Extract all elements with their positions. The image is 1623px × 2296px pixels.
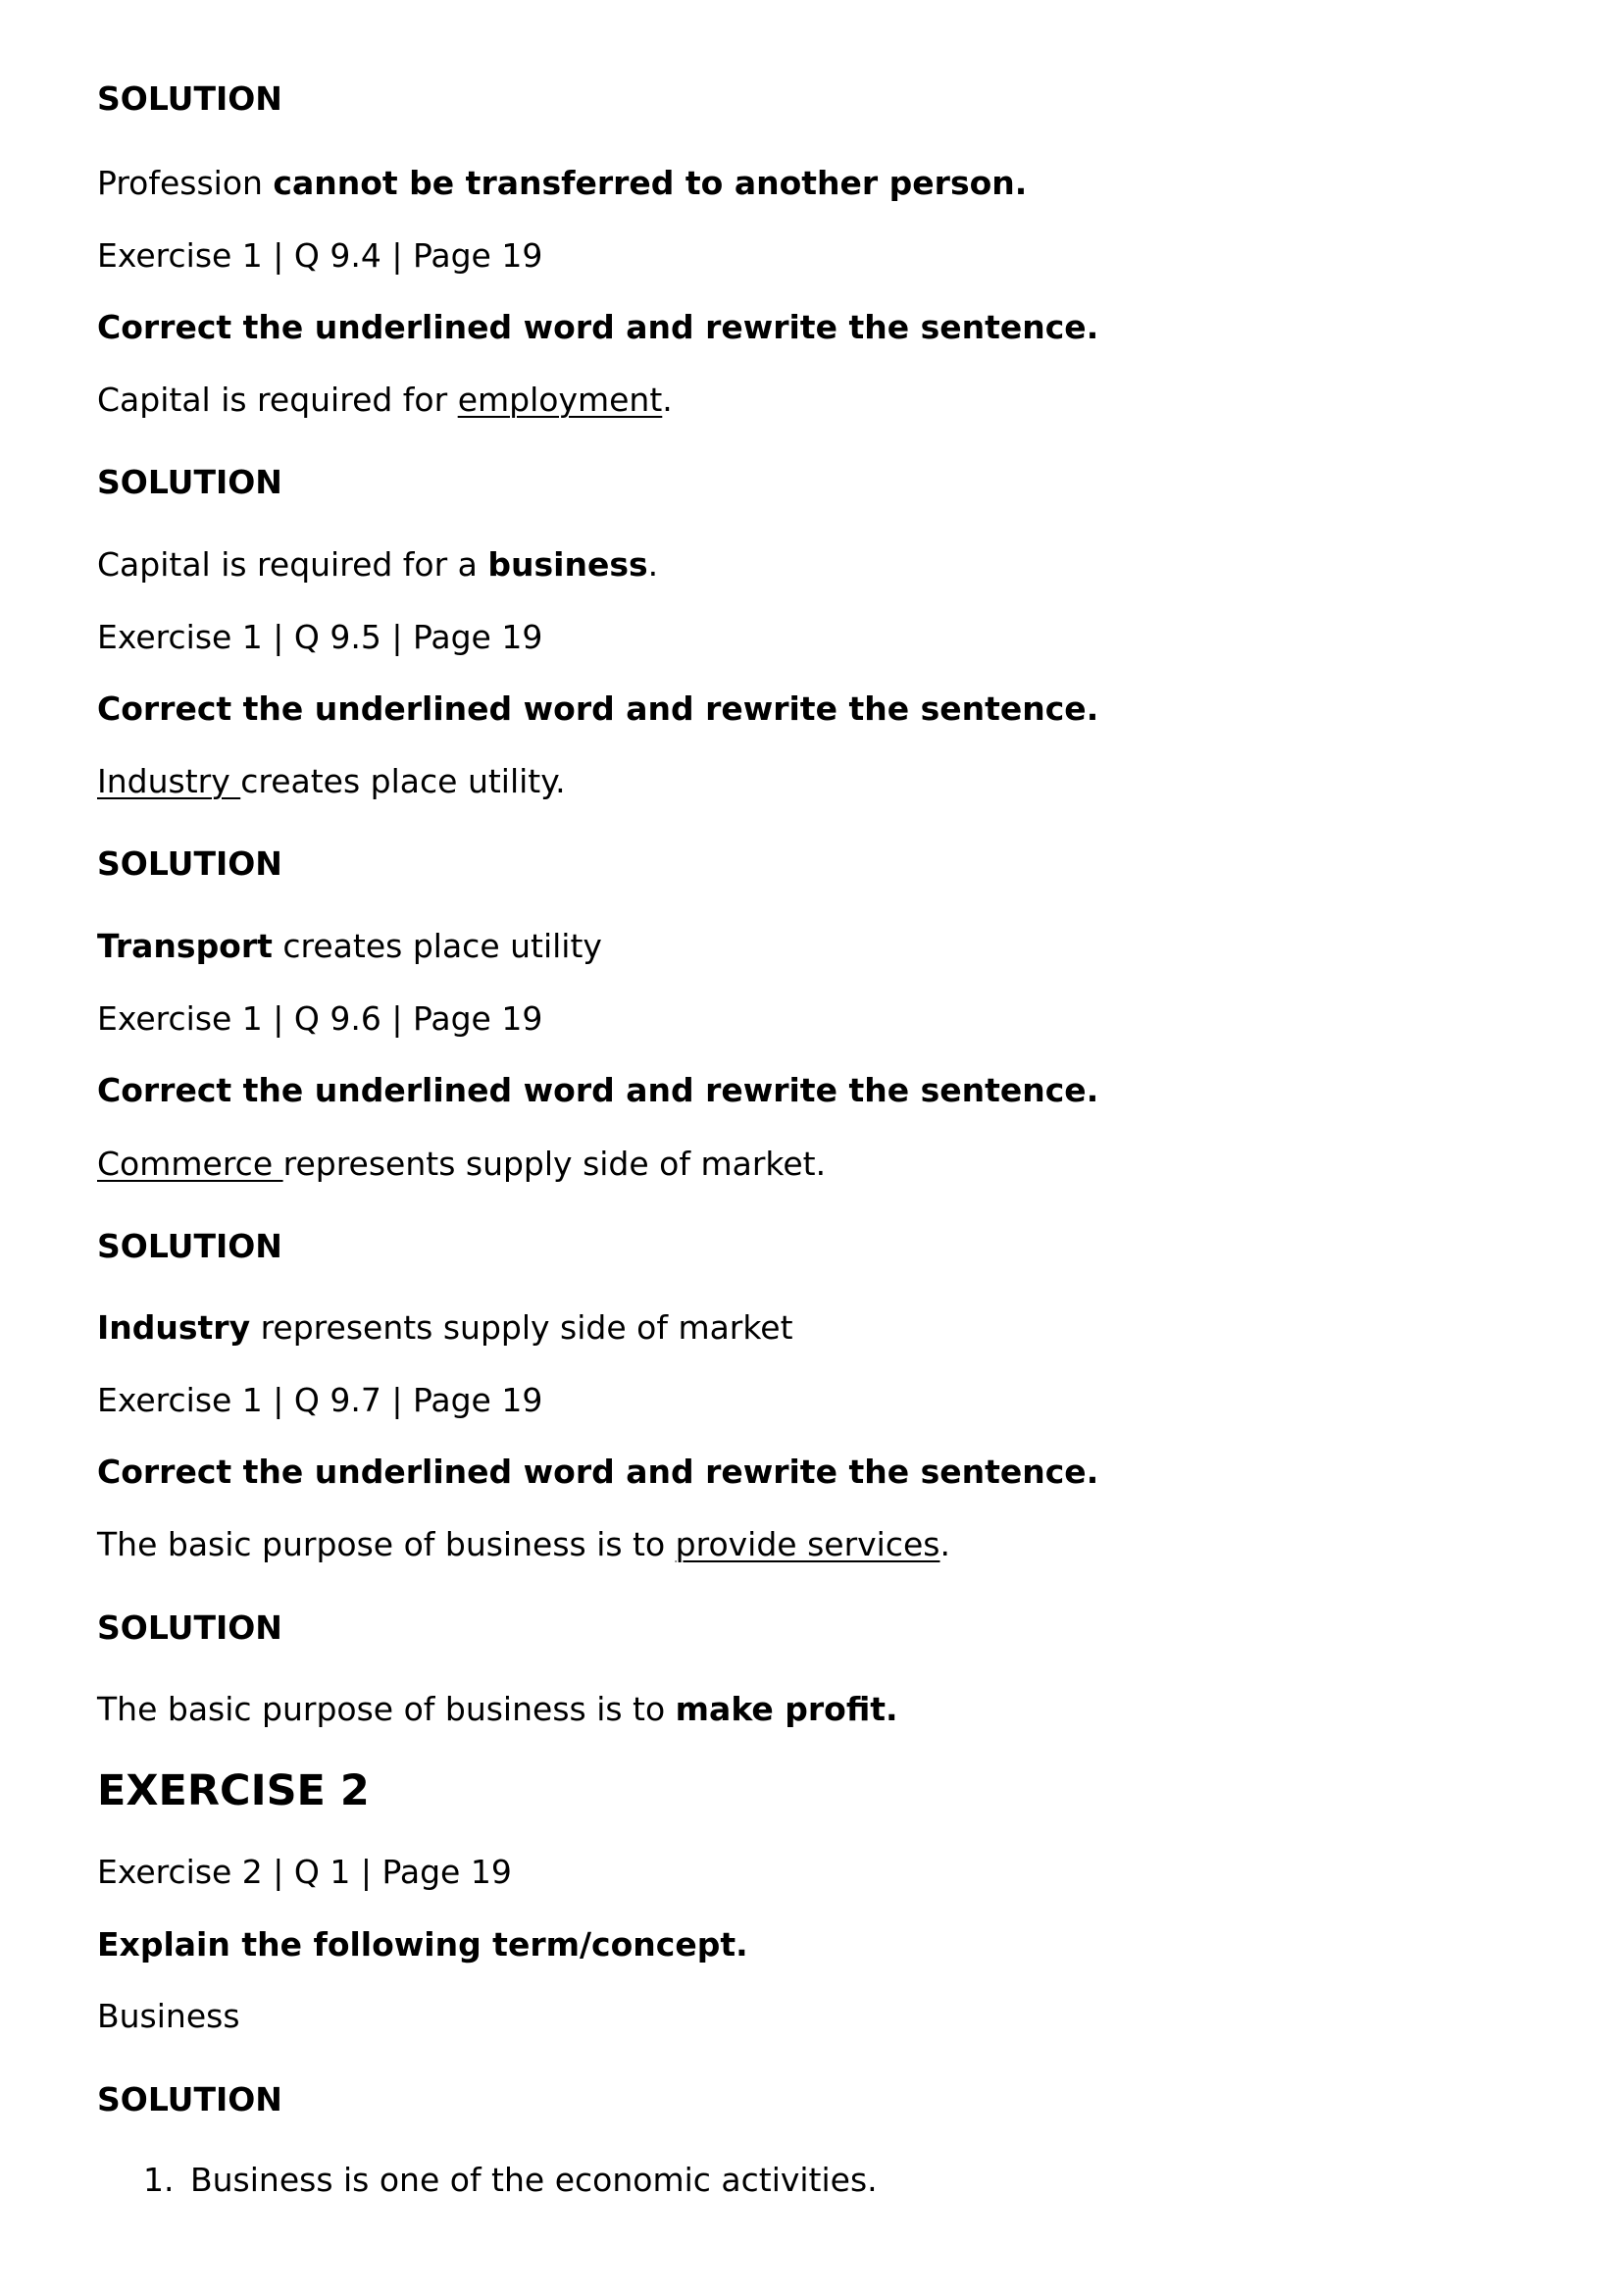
answer-9-3 — [97, 164, 1027, 203]
solution-label: SOLUTION — [97, 1227, 282, 1265]
solution-label: SOLUTION — [97, 1608, 282, 1647]
underlined-word: provide services — [675, 1525, 940, 1563]
question-reference: Exercise 1 | Q 9.4 | Page 19 — [97, 236, 543, 275]
sentence-text: creates place utility. — [240, 762, 566, 800]
corrected-word: make profit. — [675, 1690, 898, 1728]
answer-text: Profession — [97, 164, 274, 202]
question-reference: Exercise 1 | Q 9.5 | Page 19 — [97, 618, 543, 656]
solution-sentence — [97, 1308, 793, 1348]
solution-sentence — [97, 545, 658, 585]
sentence-text: The basic purpose of business is to — [97, 1690, 676, 1728]
sentence-text: . — [647, 545, 659, 584]
solution-label: SOLUTION — [97, 463, 282, 501]
list-item-text: Business is one of the economic activities. — [190, 2161, 878, 2199]
underlined-word: employment — [457, 381, 663, 419]
sentence-text: . — [939, 1525, 950, 1563]
corrected-word: Transport — [97, 927, 273, 965]
solution-sentence — [97, 927, 602, 966]
sentence-text: creates place utility — [272, 927, 602, 965]
question-sentence — [97, 381, 673, 420]
sentence-text: The basic purpose of business is to — [97, 1525, 676, 1563]
question-sentence — [97, 1525, 950, 1564]
question-instruction: Correct the underlined word and rewrite the sentence. — [97, 1453, 1099, 1491]
exercise-heading: EXERCISE 2 — [97, 1766, 370, 1815]
question-sentence — [97, 1145, 826, 1184]
sentence-text: . — [662, 381, 673, 419]
question-reference: Exercise 1 | Q 9.6 | Page 19 — [97, 999, 543, 1038]
question-reference: Exercise 1 | Q 9.7 | Page 19 — [97, 1381, 543, 1419]
solution-label: SOLUTION — [97, 844, 282, 883]
term-text: Business — [97, 1997, 240, 2035]
sentence-text: represents supply side of market — [250, 1308, 793, 1347]
list-number: 1. — [143, 2161, 175, 2199]
solution-sentence — [97, 1690, 898, 1729]
corrected-word: business — [487, 545, 648, 584]
question-instruction: Correct the underlined word and rewrite the sentence. — [97, 689, 1099, 728]
list-item — [143, 2161, 878, 2200]
answer-bold-text: cannot be transferred to another person. — [273, 164, 1028, 202]
question-instruction: Explain the following term/concept. — [97, 1925, 748, 1964]
sentence-text: Capital is required for — [97, 381, 458, 419]
question-instruction: Correct the underlined word and rewrite the sentence. — [97, 308, 1099, 346]
underlined-word: Commerce — [97, 1145, 283, 1183]
corrected-word: Industry — [97, 1308, 251, 1347]
solution-label: SOLUTION — [97, 2080, 282, 2118]
sentence-text: represents supply side of market. — [282, 1145, 827, 1183]
underlined-word: Industry — [97, 762, 241, 800]
solution-label: SOLUTION — [97, 79, 282, 118]
question-instruction: Correct the underlined word and rewrite the sentence. — [97, 1071, 1099, 1109]
question-sentence — [97, 762, 566, 801]
sentence-text: Capital is required for a — [97, 545, 488, 584]
question-reference: Exercise 2 | Q 1 | Page 19 — [97, 1853, 512, 1891]
